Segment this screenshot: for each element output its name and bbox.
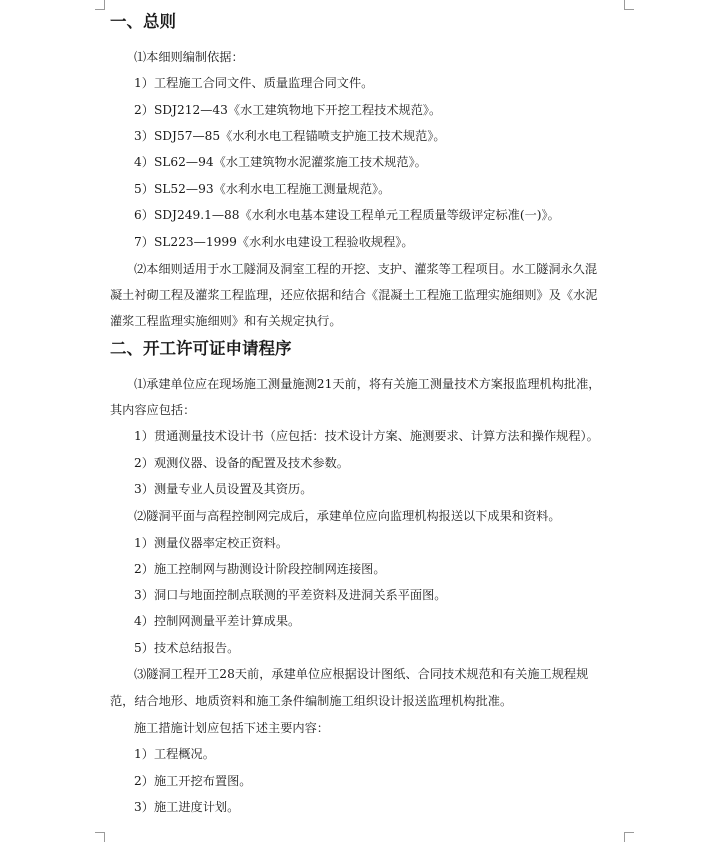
paragraph-line: ⑴承建单位应在现场施工测量施测21天前，将有关施工测量技术方案报监理机构批准， (134, 377, 601, 391)
list-item: 5）技术总结报告。 (134, 641, 240, 655)
list-item: 1）测量仪器率定校正资料。 (134, 536, 289, 550)
list-item: 3）施工进度计划。 (134, 800, 240, 814)
paragraph-line: 范，结合地形、地质资料和施工条件编制施工组织设计报送监理机构批准。 (110, 694, 513, 708)
paragraph-line: 凝土衬砌工程及灌浆工程监理，还应依据和结合《混凝土工程施工监理实施细则》及《水泥 (110, 288, 598, 302)
list-item: 5）SL52—93《水利水电工程施工测量规范》。 (134, 182, 391, 196)
list-item: 3）洞口与地面控制点联测的平差资料及进洞关系平面图。 (134, 588, 447, 602)
list-item: 1）工程概况。 (134, 747, 215, 761)
section-heading: 二、开工许可证申请程序 (110, 339, 292, 358)
page-corner-mark (624, 0, 634, 10)
list-item: 2）施工控制网与勘测设计阶段控制网连接图。 (134, 562, 386, 576)
paragraph-line: ⑵本细则适用于水工隧洞及洞室工程的开挖、支护、灌浆等工程项目。水工隧洞永久混 (134, 262, 598, 276)
paragraph-line: ⑴本细则编制依据： (134, 50, 244, 64)
paragraph-line: 其内容应包括： (110, 403, 196, 417)
list-item: 3）测量专业人员设置及其资历。 (134, 482, 313, 496)
list-item: 2）施工开挖布置图。 (134, 774, 252, 788)
list-item: 2）观测仪器、设备的配置及技术参数。 (134, 456, 349, 470)
list-item: 6）SDJ249.1—88《水利水电基本建设工程单元工程质量等级评定标准(一)》。 (134, 208, 560, 222)
list-item: 1）贯通测量技术设计书（应包括：技术设计方案、施测要求、计算方法和操作规程）。 (134, 429, 599, 443)
list-item: 4）SL62—94《水工建筑物水泥灌浆施工技术规范》。 (134, 155, 427, 169)
paragraph-line: 灌浆工程监理实施细则》和有关规定执行。 (110, 314, 342, 328)
paragraph-line: 施工措施计划应包括下述主要内容： (134, 721, 329, 735)
page-corner-mark (95, 832, 105, 842)
paragraph-line: ⑶隧洞工程开工28天前，承建单位应根据设计图纸、合同技术规范和有关施工规程规 (134, 667, 589, 681)
list-item: 2）SDJ212—43《水工建筑物地下开挖工程技术规范》。 (134, 103, 442, 117)
section-heading: 一、总则 (110, 12, 176, 31)
paragraph-line: ⑵隧洞平面与高程控制网完成后，承建单位应向监理机构报送以下成果和资料。 (134, 509, 561, 523)
page-corner-mark (624, 832, 634, 842)
list-item: 1）工程施工合同文件、质量监理合同文件。 (134, 76, 374, 90)
page-corner-mark (95, 0, 105, 10)
list-item: 7）SL223—1999《水利水电建设工程验收规程》。 (134, 235, 414, 249)
list-item: 3）SDJ57—85《水利水电工程锚喷支护施工技术规范》。 (134, 129, 446, 143)
list-item: 4）控制网测量平差计算成果。 (134, 614, 301, 628)
